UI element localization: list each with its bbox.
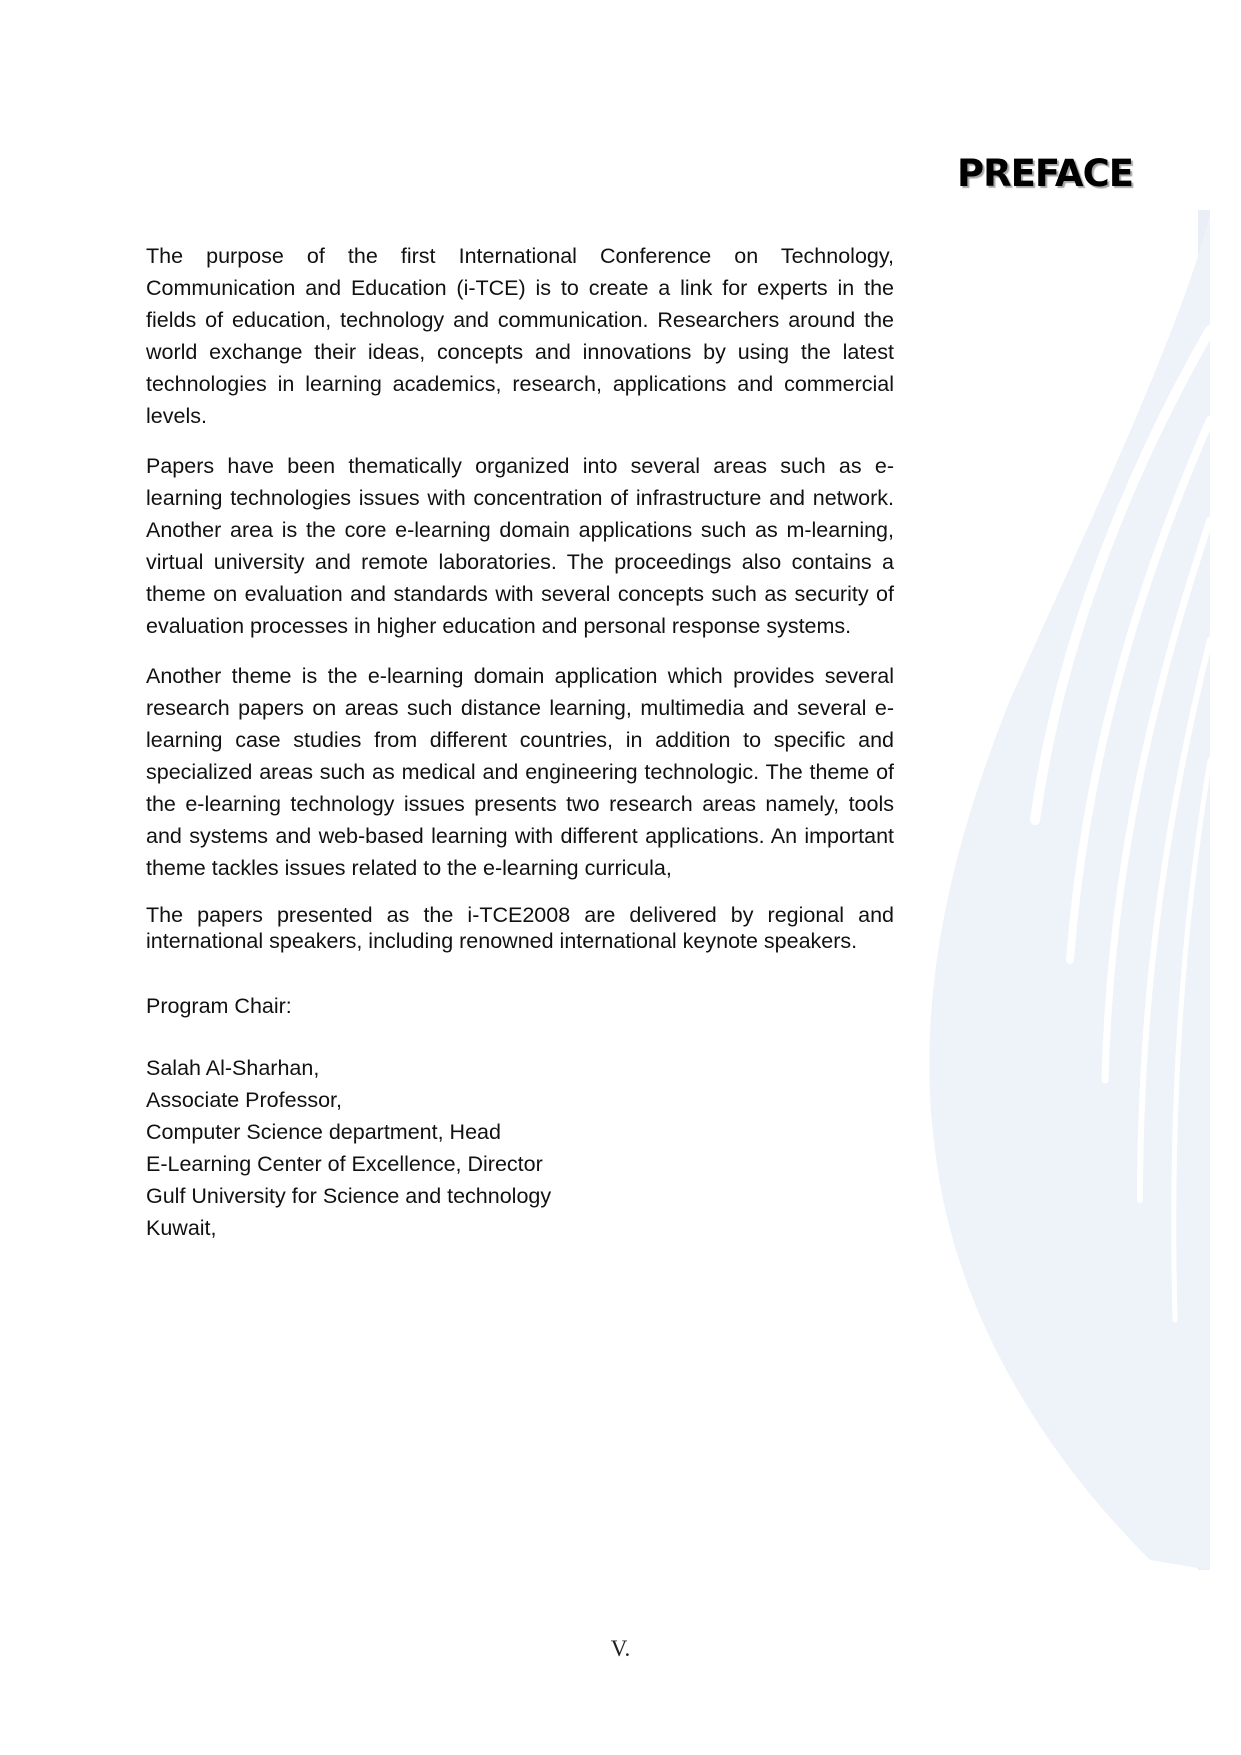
paragraph-purpose: The purpose of the first International Conference on Technology, Communication and Education (i-TCE) is to create a link for experts in the fields of education, technology and communication. Researchers around the world exchange their ideas, concepts and innovations by using the latest technologies in learning academics, research, applications and commercial levels. bbox=[146, 244, 894, 428]
signature-center: E-Learning Center of Excellence, Director bbox=[146, 1152, 543, 1176]
signature-country: Kuwait, bbox=[146, 1216, 217, 1240]
paragraph-another-theme: Another theme is the e-learning domain application which provides several research papers on areas such distance learning, multimedia and several e-learning case studies from different countries, in addition to specific and specialized areas such as medical and engineering technologic. The theme of the e-learning technology issues presents two research areas namely, tools and systems and web-based learning with different applications. An important theme tackles issues related to the e-learning curricula, bbox=[146, 664, 894, 880]
paragraph-papers-organized: Papers have been thematically organized into several areas such as e-learning technologies issues with concentration of infrastructure and network. Another area is the core e-learning domain applications such as m-learning, virtual university and remote laboratories. The proceedings also contains a theme on evaluation and standards with several concepts such as security of evaluation processes in higher education and personal response systems. bbox=[146, 454, 894, 638]
page-number: V. bbox=[610, 1636, 631, 1661]
signature-name: Salah Al-Sharhan, bbox=[146, 1056, 320, 1080]
signature-university: Gulf University for Science and technology bbox=[146, 1184, 552, 1208]
signature-department: Computer Science department, Head bbox=[146, 1120, 501, 1144]
program-chair-label: Program Chair: bbox=[146, 994, 292, 1018]
signature-block bbox=[146, 1052, 894, 1244]
page-title: PREFACE bbox=[957, 152, 1133, 195]
preface-body bbox=[146, 240, 894, 1244]
signature-title: Associate Professor, bbox=[146, 1088, 342, 1112]
paragraph-papers-presented: The papers presented as the i-TCE2008 are delivered by regional and international speakers, including renowned international keynote speakers. bbox=[146, 903, 894, 953]
